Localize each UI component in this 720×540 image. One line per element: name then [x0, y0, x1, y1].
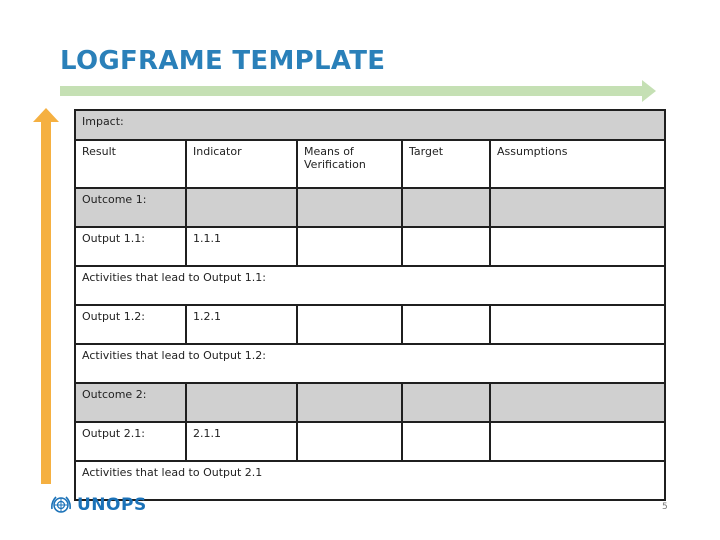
activities-2-1-row	[75, 461, 665, 500]
outcome-2-means-cell	[297, 383, 402, 422]
output-2-1-row	[75, 422, 665, 461]
output-1-1-row	[75, 227, 665, 266]
header-indicator: Indicator	[186, 140, 297, 188]
page-title: LOGFRAME TEMPLATE	[60, 46, 386, 76]
output-2-1-target-cell	[402, 422, 490, 461]
header-assumptions: Assumptions	[490, 140, 665, 188]
logframe-table	[74, 109, 666, 501]
outcome-2-target-cell	[402, 383, 490, 422]
outcome-1-assumptions-cell	[490, 188, 665, 227]
outcome-2-label: Outcome 2:	[75, 383, 186, 422]
outcome-1-means-cell	[297, 188, 402, 227]
output-1-2-target-cell	[402, 305, 490, 344]
output-1-1-assumptions-cell	[490, 227, 665, 266]
page-number: 5	[662, 502, 668, 512]
unops-logo-text: UNOPS	[77, 495, 147, 515]
outcome-2-row	[75, 383, 665, 422]
un-emblem-icon	[50, 494, 72, 516]
output-1-2-indicator: 1.2.1	[186, 305, 297, 344]
output-2-1-assumptions-cell	[490, 422, 665, 461]
header-target: Target	[402, 140, 490, 188]
header-means-of-verification: Means of Verification	[297, 140, 402, 188]
activities-1-2-row	[75, 344, 665, 383]
impact-cell: Impact:	[75, 110, 665, 140]
impact-row	[75, 110, 665, 140]
activities-1-1-row	[75, 266, 665, 305]
output-1-2-row	[75, 305, 665, 344]
output-1-1-target-cell	[402, 227, 490, 266]
activities-2-1-label: Activities that lead to Output 2.1	[75, 461, 665, 500]
output-1-2-label: Output 1.2:	[75, 305, 186, 344]
outcome-1-indicator-cell	[186, 188, 297, 227]
outcome-2-indicator-cell	[186, 383, 297, 422]
outcome-1-row	[75, 188, 665, 227]
output-1-1-indicator: 1.1.1	[186, 227, 297, 266]
output-2-1-means-cell	[297, 422, 402, 461]
header-row	[75, 140, 665, 188]
output-1-2-means-cell	[297, 305, 402, 344]
outcome-1-label: Outcome 1:	[75, 188, 186, 227]
output-2-1-indicator: 2.1.1	[186, 422, 297, 461]
output-1-1-means-cell	[297, 227, 402, 266]
header-result: Result	[75, 140, 186, 188]
unops-logo	[50, 493, 147, 517]
outcome-2-assumptions-cell	[490, 383, 665, 422]
output-2-1-label: Output 2.1:	[75, 422, 186, 461]
horizontal-arrow	[60, 80, 656, 102]
activities-1-1-label: Activities that lead to Output 1.1:	[75, 266, 665, 305]
outcome-1-target-cell	[402, 188, 490, 227]
output-1-1-label: Output 1.1:	[75, 227, 186, 266]
output-1-2-assumptions-cell	[490, 305, 665, 344]
vertical-arrow	[33, 108, 59, 484]
activities-1-2-label: Activities that lead to Output 1.2:	[75, 344, 665, 383]
